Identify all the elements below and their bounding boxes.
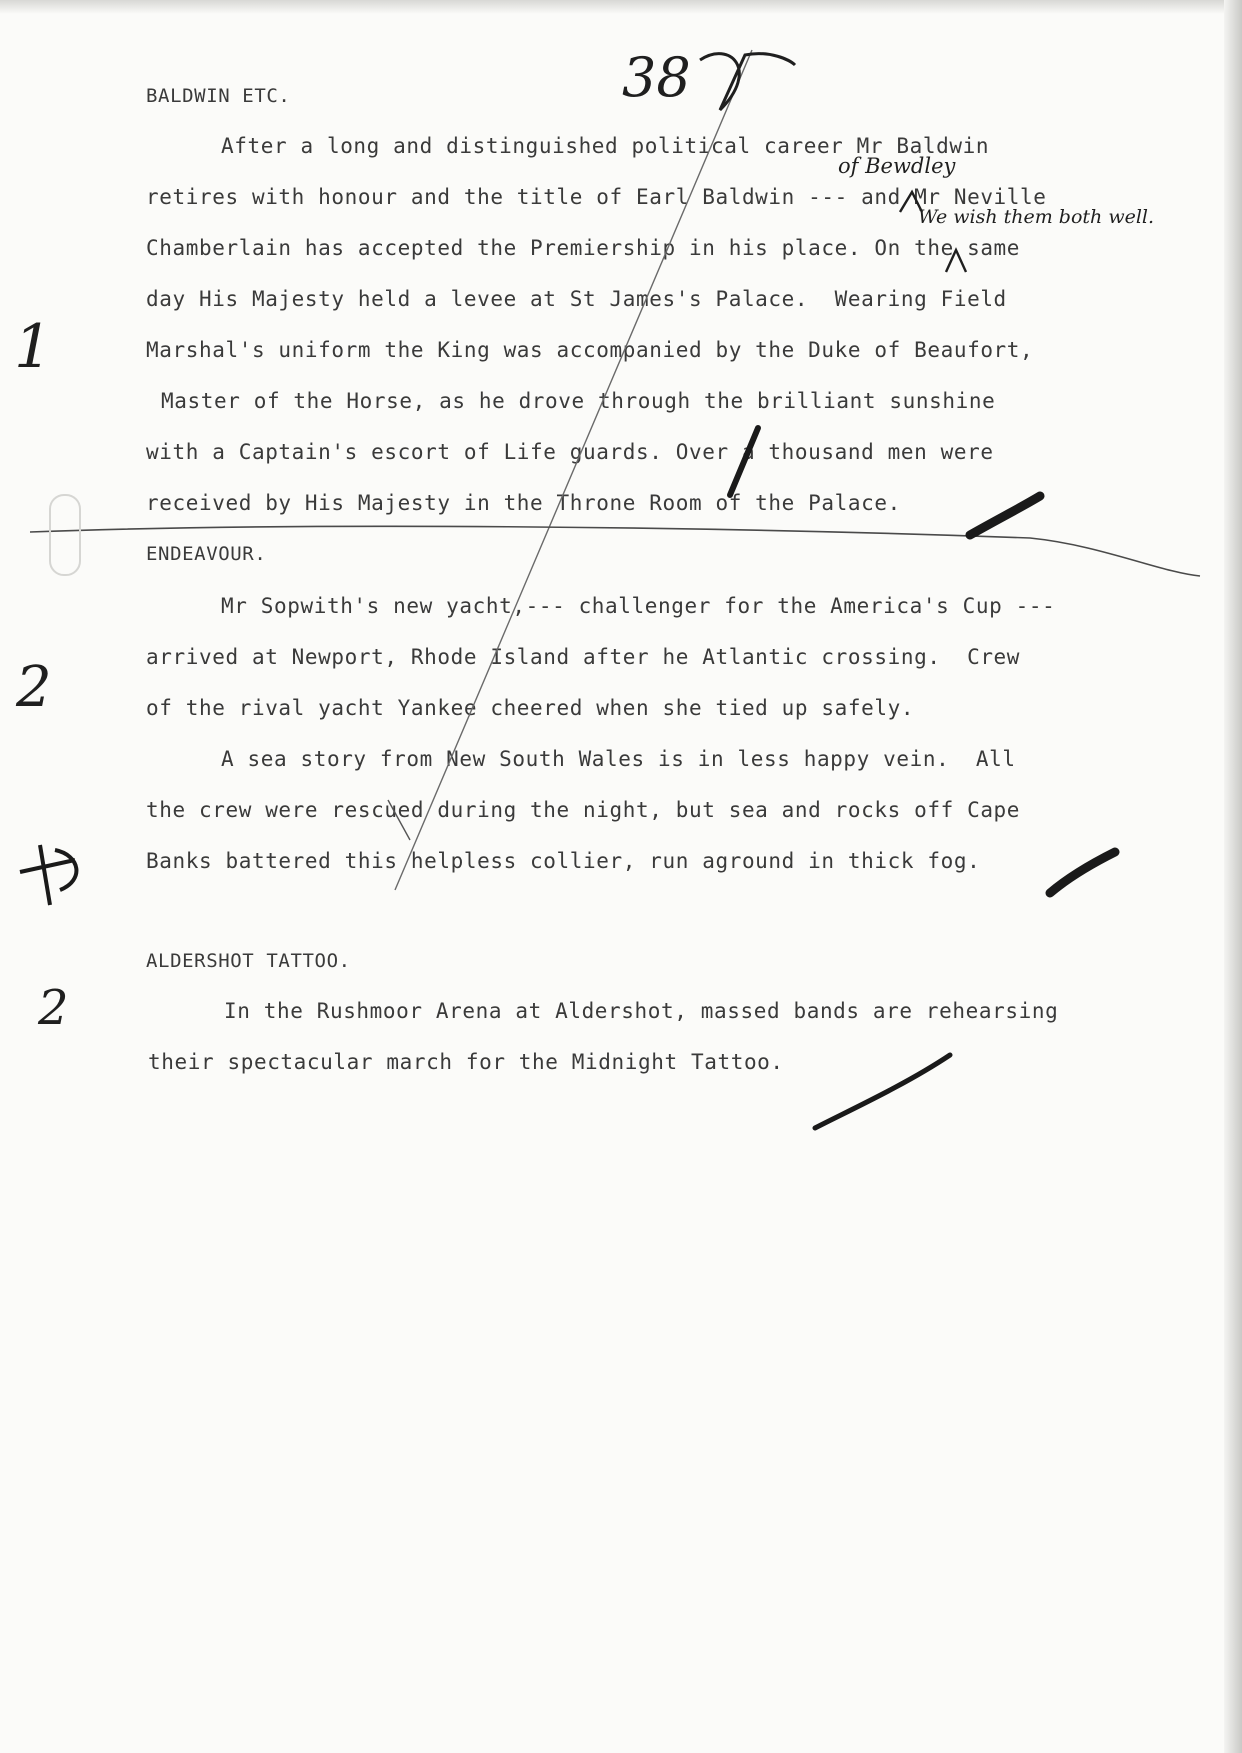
paragraph-line: day His Majesty held a levee at St James's Palace. Wearing Field bbox=[146, 287, 1007, 311]
punch-hole-shadow bbox=[50, 495, 80, 575]
section-divider-line bbox=[30, 526, 1200, 576]
slash-mark bbox=[1050, 852, 1115, 893]
paragraph-line: their spectacular march for the Midnight Tattoo. bbox=[148, 1050, 784, 1074]
slash-mark bbox=[970, 496, 1040, 535]
handwritten-margin-mark: 2 bbox=[38, 980, 69, 1036]
diagonal-pencil-line bbox=[395, 50, 752, 890]
handwritten-insertion-bewdley: of Bewdley bbox=[838, 154, 956, 178]
handwritten-margin-mark: 1 bbox=[14, 312, 53, 382]
slash-mark bbox=[730, 428, 758, 495]
paragraph-line: of the rival yacht Yankee cheered when she tied up safely. bbox=[146, 696, 915, 720]
margin-scribble bbox=[20, 845, 76, 905]
heading-baldwin: BALDWIN ETC. bbox=[146, 85, 291, 107]
insertion-caret bbox=[946, 250, 966, 272]
slash-mark bbox=[815, 1055, 950, 1128]
paragraph-line: Chamberlain has accepted the Premiership in his place. On the same bbox=[146, 236, 1021, 260]
paragraph-line: arrived at Newport, Rhode Island after he Atlantic crossing. Crew bbox=[146, 645, 1021, 669]
paragraph-line: Mr Sopwith's new yacht,--- challenger for the America's Cup --- bbox=[221, 594, 1056, 618]
paragraph-line: the crew were rescued during the night, but sea and rocks off Cape bbox=[146, 798, 1021, 822]
paragraph-line: Banks battered this helpless collier, run aground in thick fog. bbox=[146, 849, 981, 873]
insertion-caret bbox=[900, 192, 922, 212]
paragraph-line: retires with honour and the title of Earl Baldwin --- and Mr Neville bbox=[146, 185, 1047, 209]
paragraph-line: received by His Majesty in the Throne Room of the Palace. bbox=[146, 491, 901, 515]
paragraph-line: with a Captain's escort of Life guards. Over a thousand men were bbox=[146, 440, 994, 464]
paragraph-line: In the Rushmoor Arena at Aldershot, massed bands are rehearsing bbox=[224, 999, 1059, 1023]
heading-aldershot: ALDERSHOT TATTOO. bbox=[146, 950, 351, 972]
paragraph-line: A sea story from New South Wales is in less happy vein. All bbox=[221, 747, 1016, 771]
handwritten-margin-mark: 2 bbox=[16, 655, 52, 720]
heading-endeavour: ENDEAVOUR. bbox=[146, 543, 267, 565]
paragraph-line: After a long and distinguished political career Mr Baldwin bbox=[221, 134, 990, 158]
handwritten-page-number: 38 bbox=[622, 46, 691, 109]
strike-mark bbox=[388, 800, 410, 840]
paragraph-line: Master of the Horse, as he drove through the brilliant sunshine bbox=[161, 389, 996, 413]
handwritten-insertion-wish: We wish them both well. bbox=[918, 206, 1155, 228]
paragraph-line: Marshal's uniform the King was accompanied by the Duke of Beaufort, bbox=[146, 338, 1034, 362]
